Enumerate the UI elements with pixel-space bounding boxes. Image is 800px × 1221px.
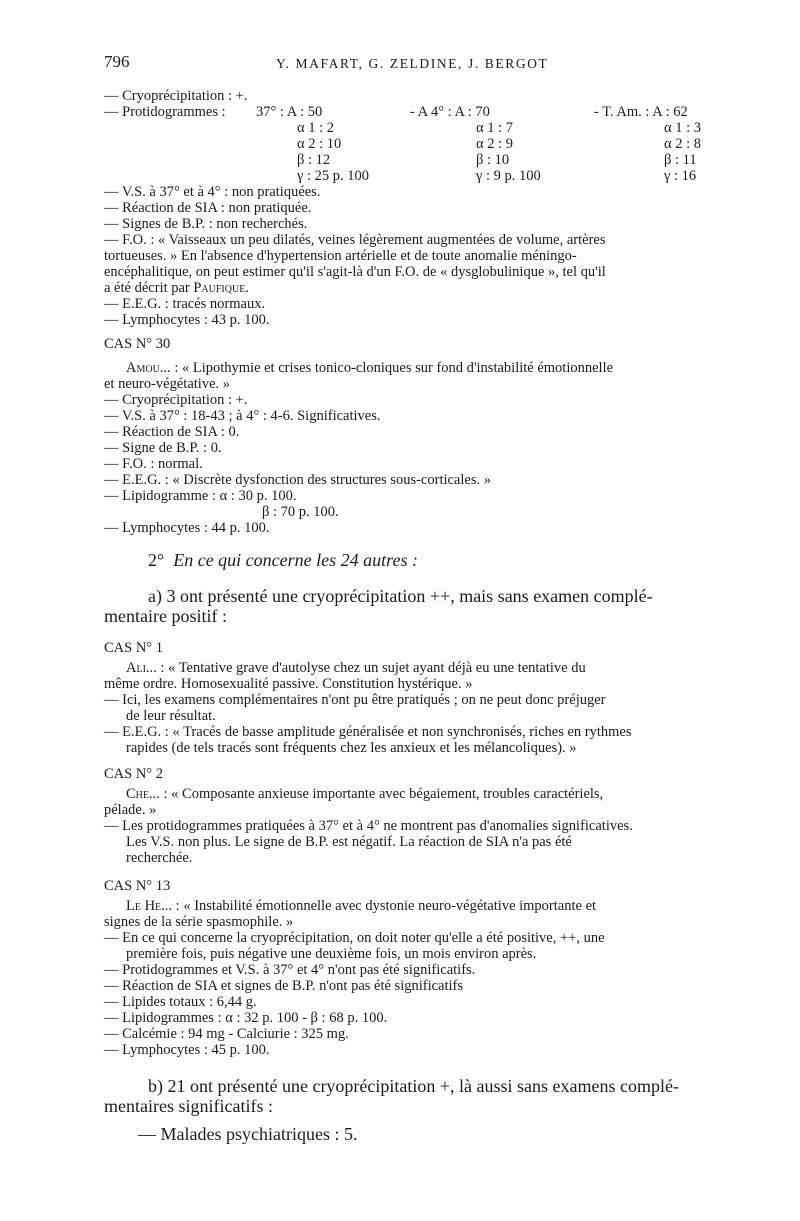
text-line (126, 898, 596, 914)
protido-tam-row: γ : 16 (664, 168, 697, 184)
case-title: CAS N° 30 (104, 336, 171, 352)
text-line: — Cryoprécipitation : +. (104, 392, 248, 408)
case-title: CAS N° 1 (104, 640, 163, 656)
text-line: encéphalitique, on peut estimer qu'il s'agit-là d'un F.O. de « dysglobulinique », tel qu'il (104, 264, 606, 280)
protido-4-row: γ : 9 p. 100 (476, 168, 541, 184)
text-line: tortueuses. » En l'absence d'hypertension artérielle et de toute anomalie méningo- (104, 248, 577, 264)
text-line: — F.O. : « Vaisseaux un peu dilatés, veines légèrement augmentées de volume, artères (104, 232, 606, 248)
patient-name: Ali... (126, 660, 157, 676)
text-line: mentaires significatifs : (104, 1096, 273, 1116)
text-line: — V.S. à 37° et à 4° : non pratiquées. (104, 184, 321, 200)
text-line: — Les protidogrammes pratiquées à 37° et à 4° ne montrent pas d'anomalies significatives. (104, 818, 633, 834)
text-line (126, 786, 603, 802)
protido-tam-row: α 1 : 3 (664, 120, 702, 136)
protido-tam-row: α 2 : 8 (664, 136, 702, 152)
text-line: — Calcémie : 94 mg - Calciurie : 325 mg. (104, 1026, 349, 1042)
patient-name: Amou... (126, 360, 171, 376)
text-line: — Lymphocytes : 44 p. 100. (104, 520, 270, 536)
text-line: b) 21 ont présenté une cryoprécipitation +, là aussi sans examens complé- (148, 1076, 679, 1096)
text-line: — Lymphocytes : 45 p. 100. (104, 1042, 270, 1058)
cryo-line: — Cryoprécipitation : +. (104, 88, 248, 104)
text-fragment: : « Tentative grave d'autolyse chez un sujet ayant déjà eu une tentative du (160, 660, 586, 676)
text-line: — F.O. : normal. (104, 456, 203, 472)
text-line: — Malades psychiatriques : 5. (138, 1124, 358, 1144)
text-fragment: : « Composante anxieuse importante avec bégaiement, troubles caractériels, (163, 786, 604, 802)
text-line: — En ce qui concerne la cryoprécipitation, on doit noter qu'elle a été positive, ++, une (104, 930, 605, 946)
text-line: — Réaction de SIA et signes de B.P. n'ont pas été significatifs (104, 978, 464, 994)
text-line: première fois, puis négative une deuxième fois, un mois environ après. (126, 946, 537, 962)
text-line: et neuro-végétative. » (104, 376, 231, 392)
section-number: 2° (148, 550, 165, 570)
text-line: pélade. » (104, 802, 157, 818)
protido-tam-head: - T. Am. : A : 62 (594, 104, 688, 120)
protido-label: — Protidogrammes : (104, 104, 226, 120)
text-line: — Signe de B.P. : 0. (104, 440, 222, 456)
text-line: — E.E.G. : « Discrète dysfonction des structures sous-corticales. » (104, 472, 491, 488)
text-line: de leur résultat. (126, 708, 216, 724)
page-number: 796 (104, 52, 130, 71)
text-line (126, 360, 613, 376)
case-title: CAS N° 13 (104, 878, 171, 894)
protido-37-row: α 2 : 10 (297, 136, 342, 152)
text-line: — Signes de B.P. : non recherchés. (104, 216, 308, 232)
text-line (104, 280, 249, 296)
protido-37-row: α 1 : 2 (297, 120, 335, 136)
text-fragment: a été décrit par (104, 280, 190, 296)
text-line: — Réaction de SIA : non pratiquée. (104, 200, 312, 216)
text-line: — Lymphocytes : 43 p. 100. (104, 312, 270, 328)
protido-37-row: γ : 25 p. 100 (297, 168, 370, 184)
text-line: — E.E.G. : tracés normaux. (104, 296, 266, 312)
protido-4-row: α 2 : 9 (476, 136, 514, 152)
protido-tam-row: β : 11 (664, 152, 697, 168)
text-line: Les V.S. non plus. Le signe de B.P. est négatif. La réaction de SIA n'a pas été (126, 834, 572, 850)
text-fragment: : « Instabilité émotionnelle avec dystonie neuro-végétative importante et (175, 898, 597, 914)
text-line: — Lipidogrammes : α : 32 p. 100 - β : 68 p. 100. (104, 1010, 388, 1026)
author-name: Paufique. (193, 280, 249, 296)
text-line: mentaire positif : (104, 606, 227, 626)
text-line: — Lipides totaux : 6,44 g. (104, 994, 257, 1010)
text-line: signes de la série spasmophile. » (104, 914, 294, 930)
running-title: Y. MAFART, G. ZELDINE, J. BERGOT (276, 56, 549, 71)
text-fragment: : « Lipothymie et crises tonico-cloniques sur fond d'instabilité émotionnelle (174, 360, 614, 376)
protido-37-head: 37° : A : 50 (256, 104, 323, 120)
text-line: β : 70 p. 100. (262, 504, 339, 520)
text-line: — E.E.G. : « Tracés de basse amplitude généralisée et non synchronisés, riches en rythmes (104, 724, 632, 740)
protido-4-row: α 1 : 7 (476, 120, 514, 136)
text-line: — Ici, les examens complémentaires n'ont pu être pratiqués ; on ne peut donc préjuger (104, 692, 606, 708)
protido-37-row: β : 12 (297, 152, 331, 168)
text-line: rapides (de tels tracés sont fréquents chez les anxieux et les mélancoliques). » (126, 740, 577, 756)
text-line: recherchée. (126, 850, 193, 866)
text-line: a) 3 ont présenté une cryoprécipitation ++, mais sans examen complé- (148, 586, 653, 606)
text-line: — V.S. à 37° : 18-43 ; à 4° : 4-6. Significatives. (104, 408, 381, 424)
text-line: — Réaction de SIA : 0. (104, 424, 240, 440)
protido-4-row: β : 10 (476, 152, 510, 168)
protido-4-head: - A 4° : A : 70 (410, 104, 490, 120)
case-title: CAS N° 2 (104, 766, 163, 782)
text-line: — Lipidogramme : α : 30 p. 100. (104, 488, 297, 504)
text-line (126, 660, 586, 676)
text-line: même ordre. Homosexualité passive. Constitution hystérique. » (104, 676, 473, 692)
section-heading (148, 550, 418, 570)
text-line: — Protidogrammes et V.S. à 37° et 4° n'ont pas été significatifs. (104, 962, 476, 978)
patient-name: Le He... (126, 898, 173, 914)
patient-name: Che... (126, 786, 160, 802)
section-heading-text: En ce qui concerne les 24 autres : (173, 550, 418, 570)
